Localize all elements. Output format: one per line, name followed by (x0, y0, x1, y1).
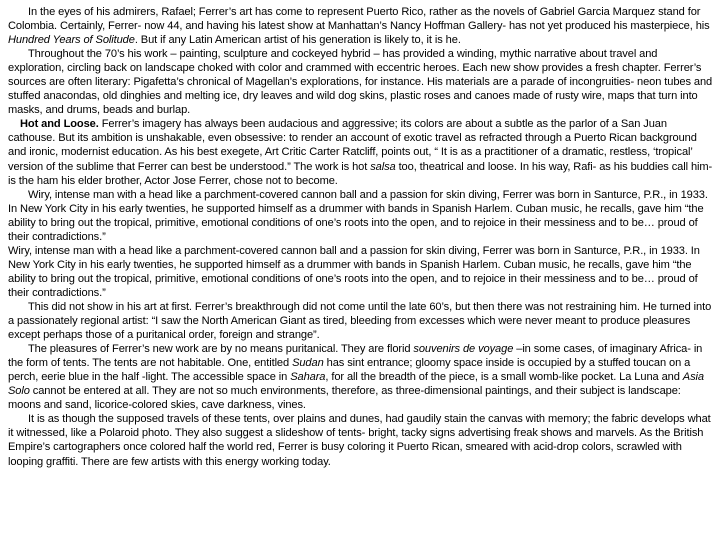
paragraph-intro: In the eyes of his admirers, Rafael; Ferrer’s art has come to represent Puerto Rico, rather as the novels of Gabriel Garcia Marquez stand for Colombia. Certainly, Ferrer- now 44, and having his latest show at Manhattan’s Nancy Hoffman Gallery- has not yet produced his masterpiece, his Hundred Years of Solitude. But if any Latin American artist of his generation is likely to, it is he. (8, 6, 710, 47)
paragraph-breakthrough: This did not show in his art at first. Ferrer’s breakthrough did not come until the late 60’s, but then there was not restraining him. He turned into a passionately regional artist: “I saw the North American Giant as tired, bleeding from excesses which were never meant to produce pleasures except perhaps those of a puritanical order, foreign and strange”. (8, 300, 712, 342)
paragraph-hot-and-loose: Hot and Loose. Ferrer’s imagery has always been audacious and aggressive; its colors are about a subtle as the parlor of a San Juan cathouse. But its ambition is unshakable, even obsessive: to render an account of exotic travel as refracted through a Puerto Rican background and ironic, modernist education. As his best exegete, Art Critic Carter Ratcliff, points out, “ It is as a practitioner of a dramatic, restless, ‘tropical’ version of the sublime that Ferrer can best be understood.” The work is hot salsa too, theatrical and loose. In his way, Rafi- as his buddies call him- is the ham his elder brother, Actor Jose Ferrer, chose not to become. (8, 118, 713, 187)
paragraph-work-overview: Throughout the 70’s his work – painting, sculpture and cockeyed hybrid – has provided a winding, mythic narrative about travel and exploration, circling back on landscape choked with color and crammed with eccentric heroes. Each new show provides a fresh chapter. Ferrer’s sources are often literary: Pigafetta’s chronical of Magellan’s explorations, for instance. His materials are a parade of incongruities- neon tubes and stuffed anacondas, old dinghies and melting ice, dry leaves and wild dog skins, plastic roses and canoes made of rusty wire, maps that turn into masks, and drums, beads and burlap. (8, 48, 713, 117)
section-heading: Hot and Loose. (20, 118, 99, 131)
paragraph-biography: Wiry, intense man with a head like a parchment-covered cannon ball and a passion for skin diving, Ferrer was born in Santurce, P.R., in 1933. In New York City in his early twenties, he supported himself as a drummer with bands in Spanish Harlem. Cuban music, he recalls, gave him “the ability to bring out the tropical, primitive, emotional conditions of one’s roots into the open, and to rejoice in their messiness and to be… proud of their contradictions.” (8, 188, 708, 243)
article-text (8, 5, 714, 469)
paragraph-tents: The pleasures of Ferrer’s new work are by no means puritanical. They are florid souvenirs de voyage –in some cases, of imaginary Africa- in the form of tents. The tents are not habitable. One, entitled Sudan has sint entrance; gloomy space inside is occupied by a stuffed toucan on a perch, eerie blue in the half -light. The accessible space in Sahara, for all the breadth of the piece, is a small womb-like pocket. La Luna and Asia Solo cannot be entered at all. They are not so much environments, therefore, as three-dimensional paintings, and their subject is landscape: moons and sand, licorice-colored skies, cave darkness, vines. (8, 343, 704, 412)
paragraph-closing: It is as though the supposed travels of these tents, over plains and dunes, had gaudily stain the canvas with memory; the fabric develops what it witnessed, like a Polaroid photo. They also suggest a slideshow of tents- bright, tacky signs advertising freak shows and marvels. As the British Empire’s cartographers once colored half the world red, Ferrer is busy coloring it Puerto Rican, smeared with acid-drop colors, scrawled with looping graffiti. There are few artists with this energy working today. (8, 413, 711, 468)
paragraph-biography-repeat: Wiry, intense man with a head like a parchment-covered cannon ball and a passion for skin diving, Ferrer was born in Santurce, P.R., in 1933. In New York City in his early twenties, he supported himself as a drummer with bands in Spanish Harlem. Cuban music, he recalls, gave him “the ability to bring out the tropical, primitive, emotional conditions of one’s roots into the open, and to rejoice in their messiness and to be… proud of their contradictions.” (8, 244, 700, 299)
